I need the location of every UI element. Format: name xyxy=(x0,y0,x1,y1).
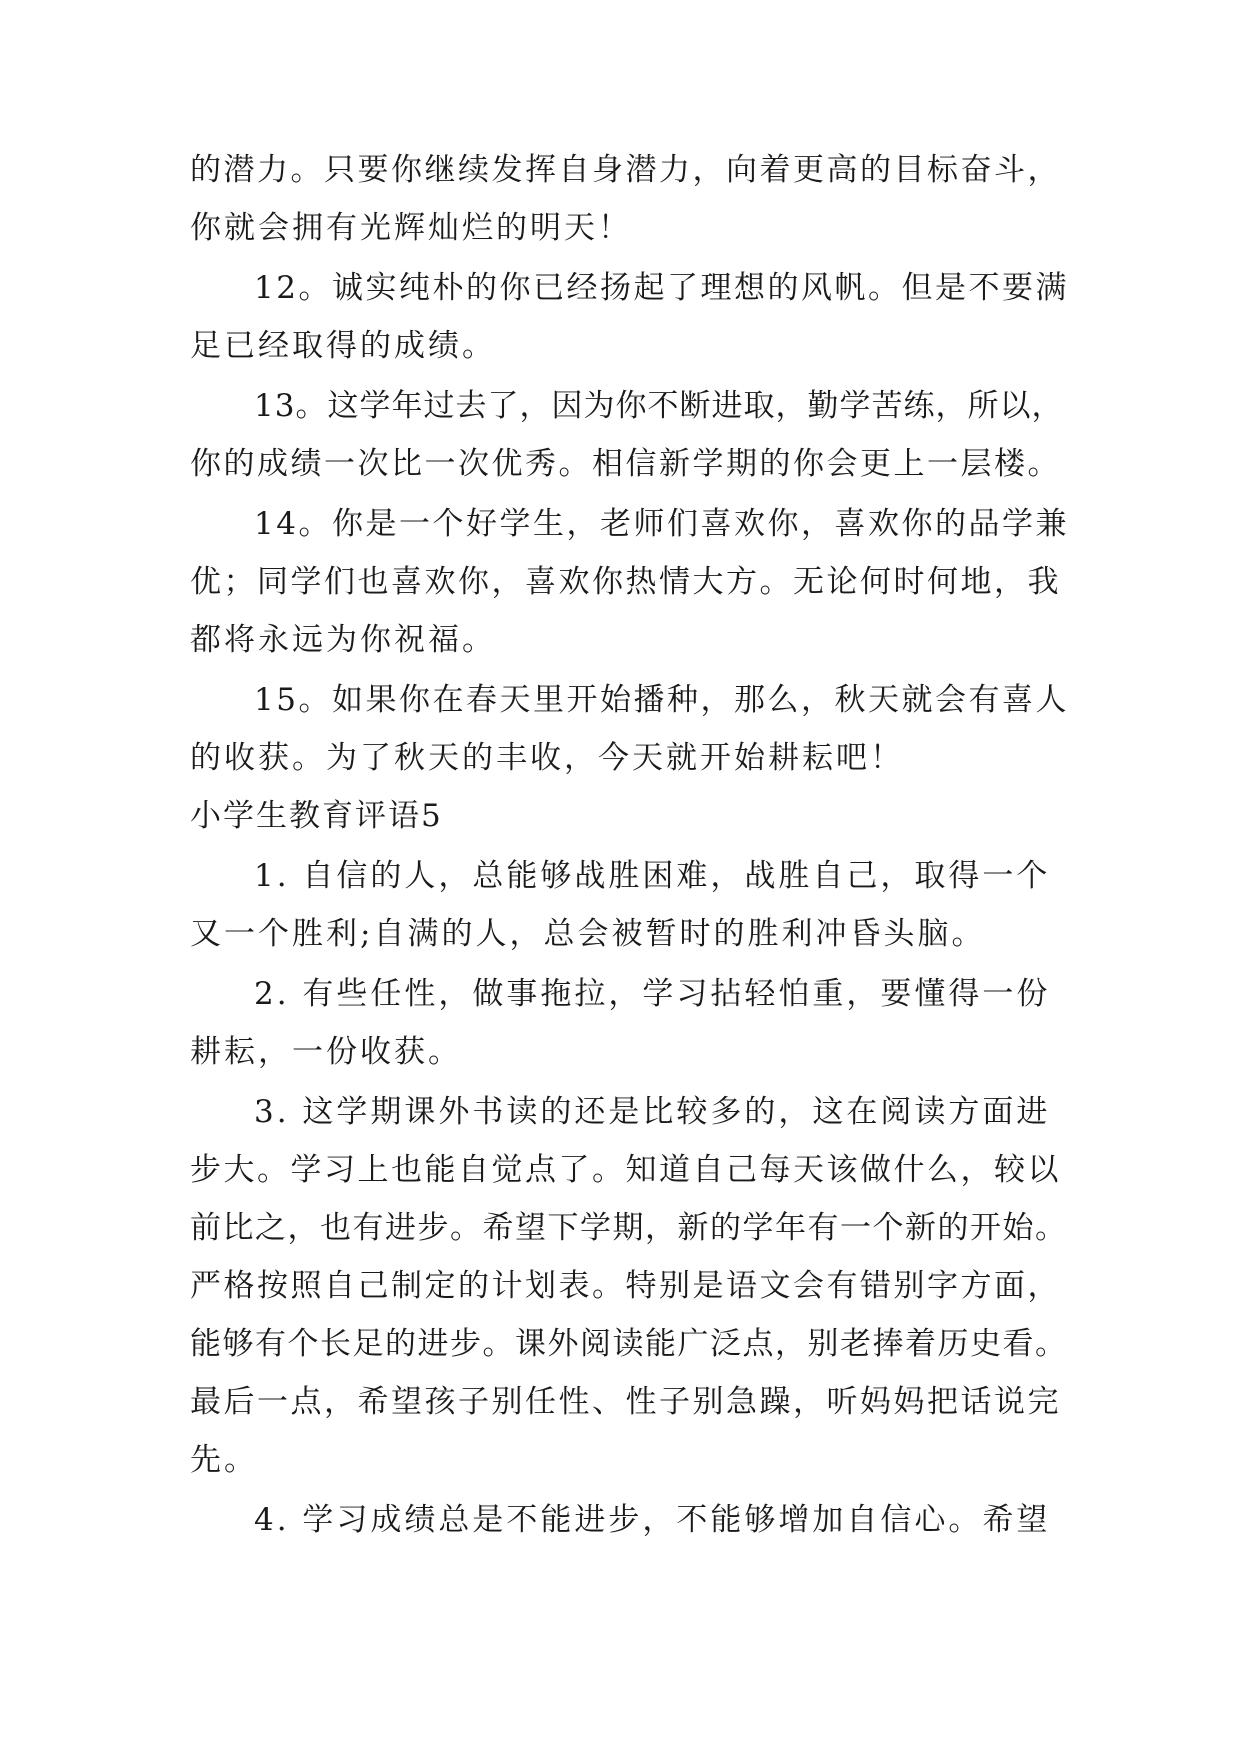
text-line: 的收获。为了秋天的丰收，今天就开始耕耘吧！ xyxy=(190,740,904,776)
text-line: 能够有个长足的进步。课外阅读能广泛点，别老捧着历史看。 xyxy=(190,1326,1068,1362)
text-line: 12。诚实纯朴的你已经扬起了理想的风帆。但是不要满 xyxy=(254,270,1069,306)
text-line: 15。如果你在春天里开始播种，那么，秋天就会有喜人 xyxy=(254,682,1069,718)
text-line: 你的成绩一次比一次优秀。相信新学期的你会更上一层楼。 xyxy=(190,446,1061,482)
text-line: 2. 有些任性，做事拖拉，学习拈轻怕重，要懂得一份 xyxy=(254,976,1051,1012)
text-line: 3. 这学期课外书读的还是比较多的，这在阅读方面进 xyxy=(254,1094,1051,1130)
text-line: 1. 自信的人，总能够战胜困难，战胜自己，取得一个 xyxy=(254,858,1051,894)
text-line: 足已经取得的成绩。 xyxy=(190,328,496,364)
text-line: 前比之，也有进步。希望下学期，新的学年有一个新的开始。 xyxy=(190,1210,1068,1246)
text-line: 4. 学习成绩总是不能进步，不能够增加自信心。希望 xyxy=(254,1502,1051,1538)
text-line: 你就会拥有光辉灿烂的明天！ xyxy=(190,210,632,246)
text-line: 步大。学习上也能自觉点了。知道自己每天该做什么，较以 xyxy=(190,1152,1061,1188)
section-heading: 小学生教育评语5 xyxy=(190,798,443,834)
text-line: 13。这学年过去了，因为你不断进取，勤学苦练，所以， xyxy=(254,388,1064,424)
text-line: 又一个胜利;自满的人，总会被暂时的胜利冲昏头脑。 xyxy=(190,916,986,952)
text-line: 先。 xyxy=(190,1442,258,1478)
text-line: 耕耘，一份收获。 xyxy=(190,1034,462,1070)
text-line: 的潜力。只要你继续发挥自身潜力，向着更高的目标奋斗， xyxy=(190,152,1061,188)
text-line: 优；同学们也喜欢你，喜欢你热情大方。无论何时何地，我 xyxy=(190,564,1061,600)
text-line: 最后一点，希望孩子别任性、性子别急躁，听妈妈把话说完 xyxy=(190,1384,1061,1420)
text-line: 严格按照自己制定的计划表。特别是语文会有错别字方面， xyxy=(190,1268,1061,1304)
text-line: 都将永远为你祝福。 xyxy=(190,622,496,658)
text-line: 14。你是一个好学生，老师们喜欢你，喜欢你的品学兼 xyxy=(254,506,1069,542)
